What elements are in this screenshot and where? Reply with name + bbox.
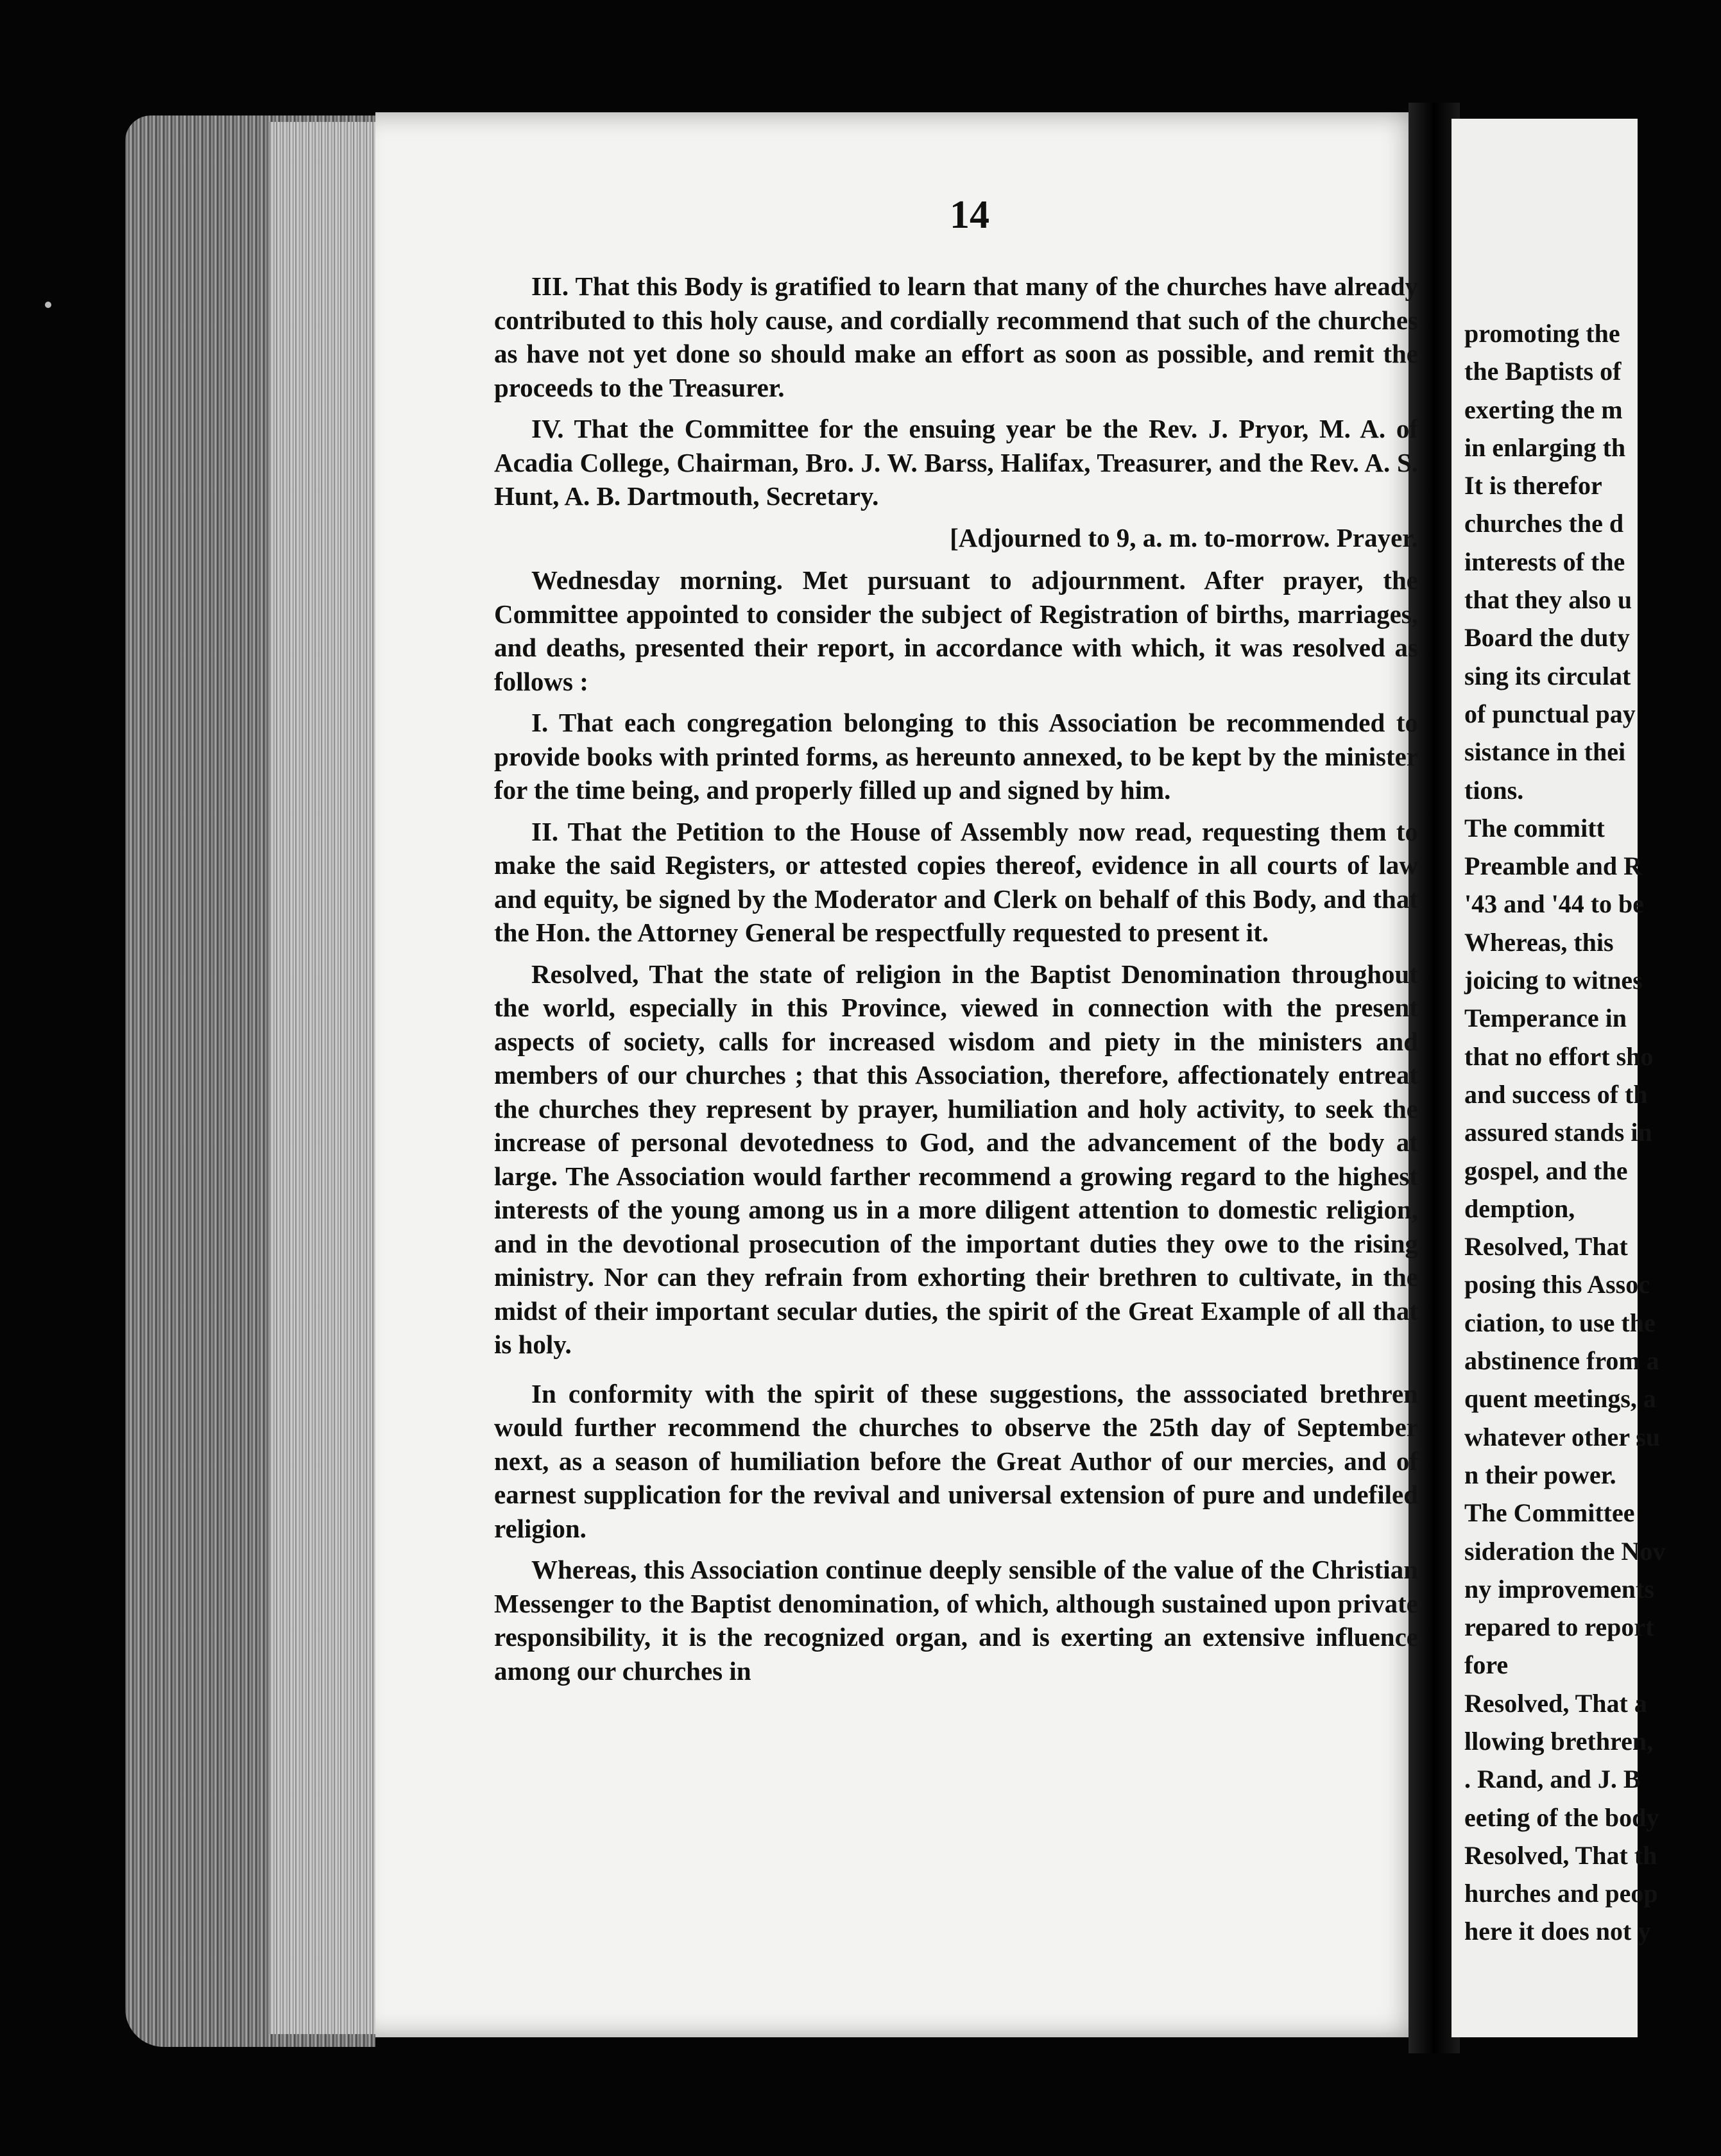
right-line: promoting the — [1464, 319, 1620, 348]
right-line: assured stands in — [1464, 1118, 1652, 1147]
right-line: abstinence from a — [1464, 1346, 1659, 1376]
page-number: 14 — [950, 193, 989, 237]
right-line: churches the d — [1464, 509, 1624, 538]
right-line: Resolved, That — [1464, 1232, 1628, 1262]
right-line: Temperance in — [1464, 1004, 1627, 1033]
right-line: repared to report — [1464, 1613, 1654, 1642]
right-page-text — [1464, 314, 1721, 1951]
right-line: '43 and '44 to be — [1464, 889, 1645, 919]
right-line: ny improvements — [1464, 1574, 1654, 1604]
right-line: fore — [1464, 1650, 1509, 1680]
left-page-text — [494, 270, 1418, 1695]
right-line: n their power. — [1464, 1460, 1616, 1489]
right-line: sing its circulat — [1464, 661, 1631, 690]
right-line: sistance in thei — [1464, 737, 1626, 767]
right-line: Resolved, That th — [1464, 1840, 1657, 1870]
right-line: that no effort sho — [1464, 1041, 1654, 1071]
right-line: Board the duty — [1464, 623, 1630, 653]
state-of-religion-resolution: Resolved, That the state of religion in the Baptist Denomination throughout the world, especially in this Province, viewed in connection with the present aspects of society, calls for increased wisdom and piety in the ministers and members of our churches ; that this Association, therefore, affectionately entreat the churches they represent by prayer, humiliation and holy activity, to seek the increase of personal devotedness to God, and the advancement of the body at large. The Association would farther recommend a growing regard to the highest interests of the young among us in a more diligent attention to domestic religion, and in the devotional prosecution of the important duties they owe to the rising ministry. Nor can they refrain from exhorting their brethren to cultivate, in the midst of their important secular duties, the spirit of the Great Example of all that is holy. — [494, 959, 1418, 1359]
conformity-paragraph: In conformity with the spirit of these suggestions, the asssociated brethren would further recommend the churches to observe the 25th day of September next, as a season of humiliation before the Great Author of our mercies, and of earnest supplication for the revival and universal extension of pure and undefiled religion. — [494, 1378, 1418, 1543]
right-line: It is therefor — [1464, 471, 1602, 501]
christian-messenger-paragraph: Whereas, this Association continue deeply sensible of the value of the Christian Messenger to the Baptist denomination, of which, although sustained upon private responsibility, it is the recognized organ, and is exerting an extensive influence among our churches in — [494, 1555, 1418, 1686]
right-line: tions. — [1464, 775, 1524, 805]
right-line: sideration the Nov — [1464, 1536, 1666, 1566]
right-line: in enlarging th — [1464, 432, 1626, 462]
right-line: ciation, to use the — [1464, 1308, 1656, 1337]
registration-resolution-i: I. That each congregation belonging to this Association be recommended to provide books with printed forms, as hereunto annexed, to be kept by the minister for the time being, and properly filled up and signed by him. — [494, 708, 1418, 805]
right-line: joicing to witnes — [1464, 966, 1643, 995]
resolution-iv: IV. That the Committee for the ensuing year be the Rev. J. Pryor, M. A. of Acadia College, Chairman, Bro. J. W. Barss, Halifax, Treasurer, and the Rev. A. S. Hunt, A. B. Dartmouth, Secretary. — [494, 414, 1418, 511]
right-line: eeting of the body — [1464, 1802, 1659, 1832]
right-line: . Rand, and J. B — [1464, 1765, 1641, 1794]
right-line: and success of th — [1464, 1079, 1648, 1109]
registration-resolution-ii: II. That the Petition to the House of Assembly now read, requesting them to make the said Registers, or attested copies thereof, evidence in all courts of law and equity, be signed by the Moderator and Clerk on behalf of this Body, and that the Hon. the Attorney General be respectfully requested to present it. — [494, 816, 1418, 947]
right-line: Resolved, That a — [1464, 1688, 1647, 1718]
resolution-iii: III. That this Body is gratified to learn that many of the churches have already contributed to this holy cause, and cordially recommend that such of the churches as have not yet done so should make an effort as soon as possible, and remit the proceeds to the Treasurer. — [494, 271, 1418, 402]
page-stack-edge — [270, 122, 379, 2034]
right-line: the Baptists of — [1464, 357, 1622, 386]
right-line: hurches and peop — [1464, 1879, 1658, 1908]
right-line: interests of the — [1464, 547, 1625, 576]
right-line: The Committee — [1464, 1498, 1635, 1528]
right-line: exerting the m — [1464, 395, 1623, 424]
right-line: demption, — [1464, 1194, 1575, 1223]
scan-speck — [45, 302, 51, 308]
right-line: Whereas, this — [1464, 927, 1614, 957]
right-line: whatever other su — [1464, 1422, 1661, 1451]
right-line: of punctual pay — [1464, 699, 1636, 728]
right-line: llowing brethren, — [1464, 1726, 1654, 1756]
wednesday-morning-paragraph: Wednesday morning. Met pursuant to adjournment. After prayer, the Committee appointed to consider the subject of Registration of births, marriages, and deaths, presented their report, in accordance with which, it was resolved as follows : — [494, 565, 1418, 696]
right-line: The committ — [1464, 813, 1605, 843]
right-line: posing this Assoc — [1464, 1270, 1650, 1299]
right-line: here it does not y — [1464, 1917, 1651, 1946]
right-line: quent meetings, a — [1464, 1384, 1656, 1414]
right-line: that they also u — [1464, 585, 1632, 615]
adjournment-note: [Adjourned to 9, a. m. to-morrow. Prayer. — [950, 522, 1418, 552]
right-line: gospel, and the — [1464, 1156, 1628, 1185]
right-line: Preamble and R — [1464, 851, 1643, 881]
